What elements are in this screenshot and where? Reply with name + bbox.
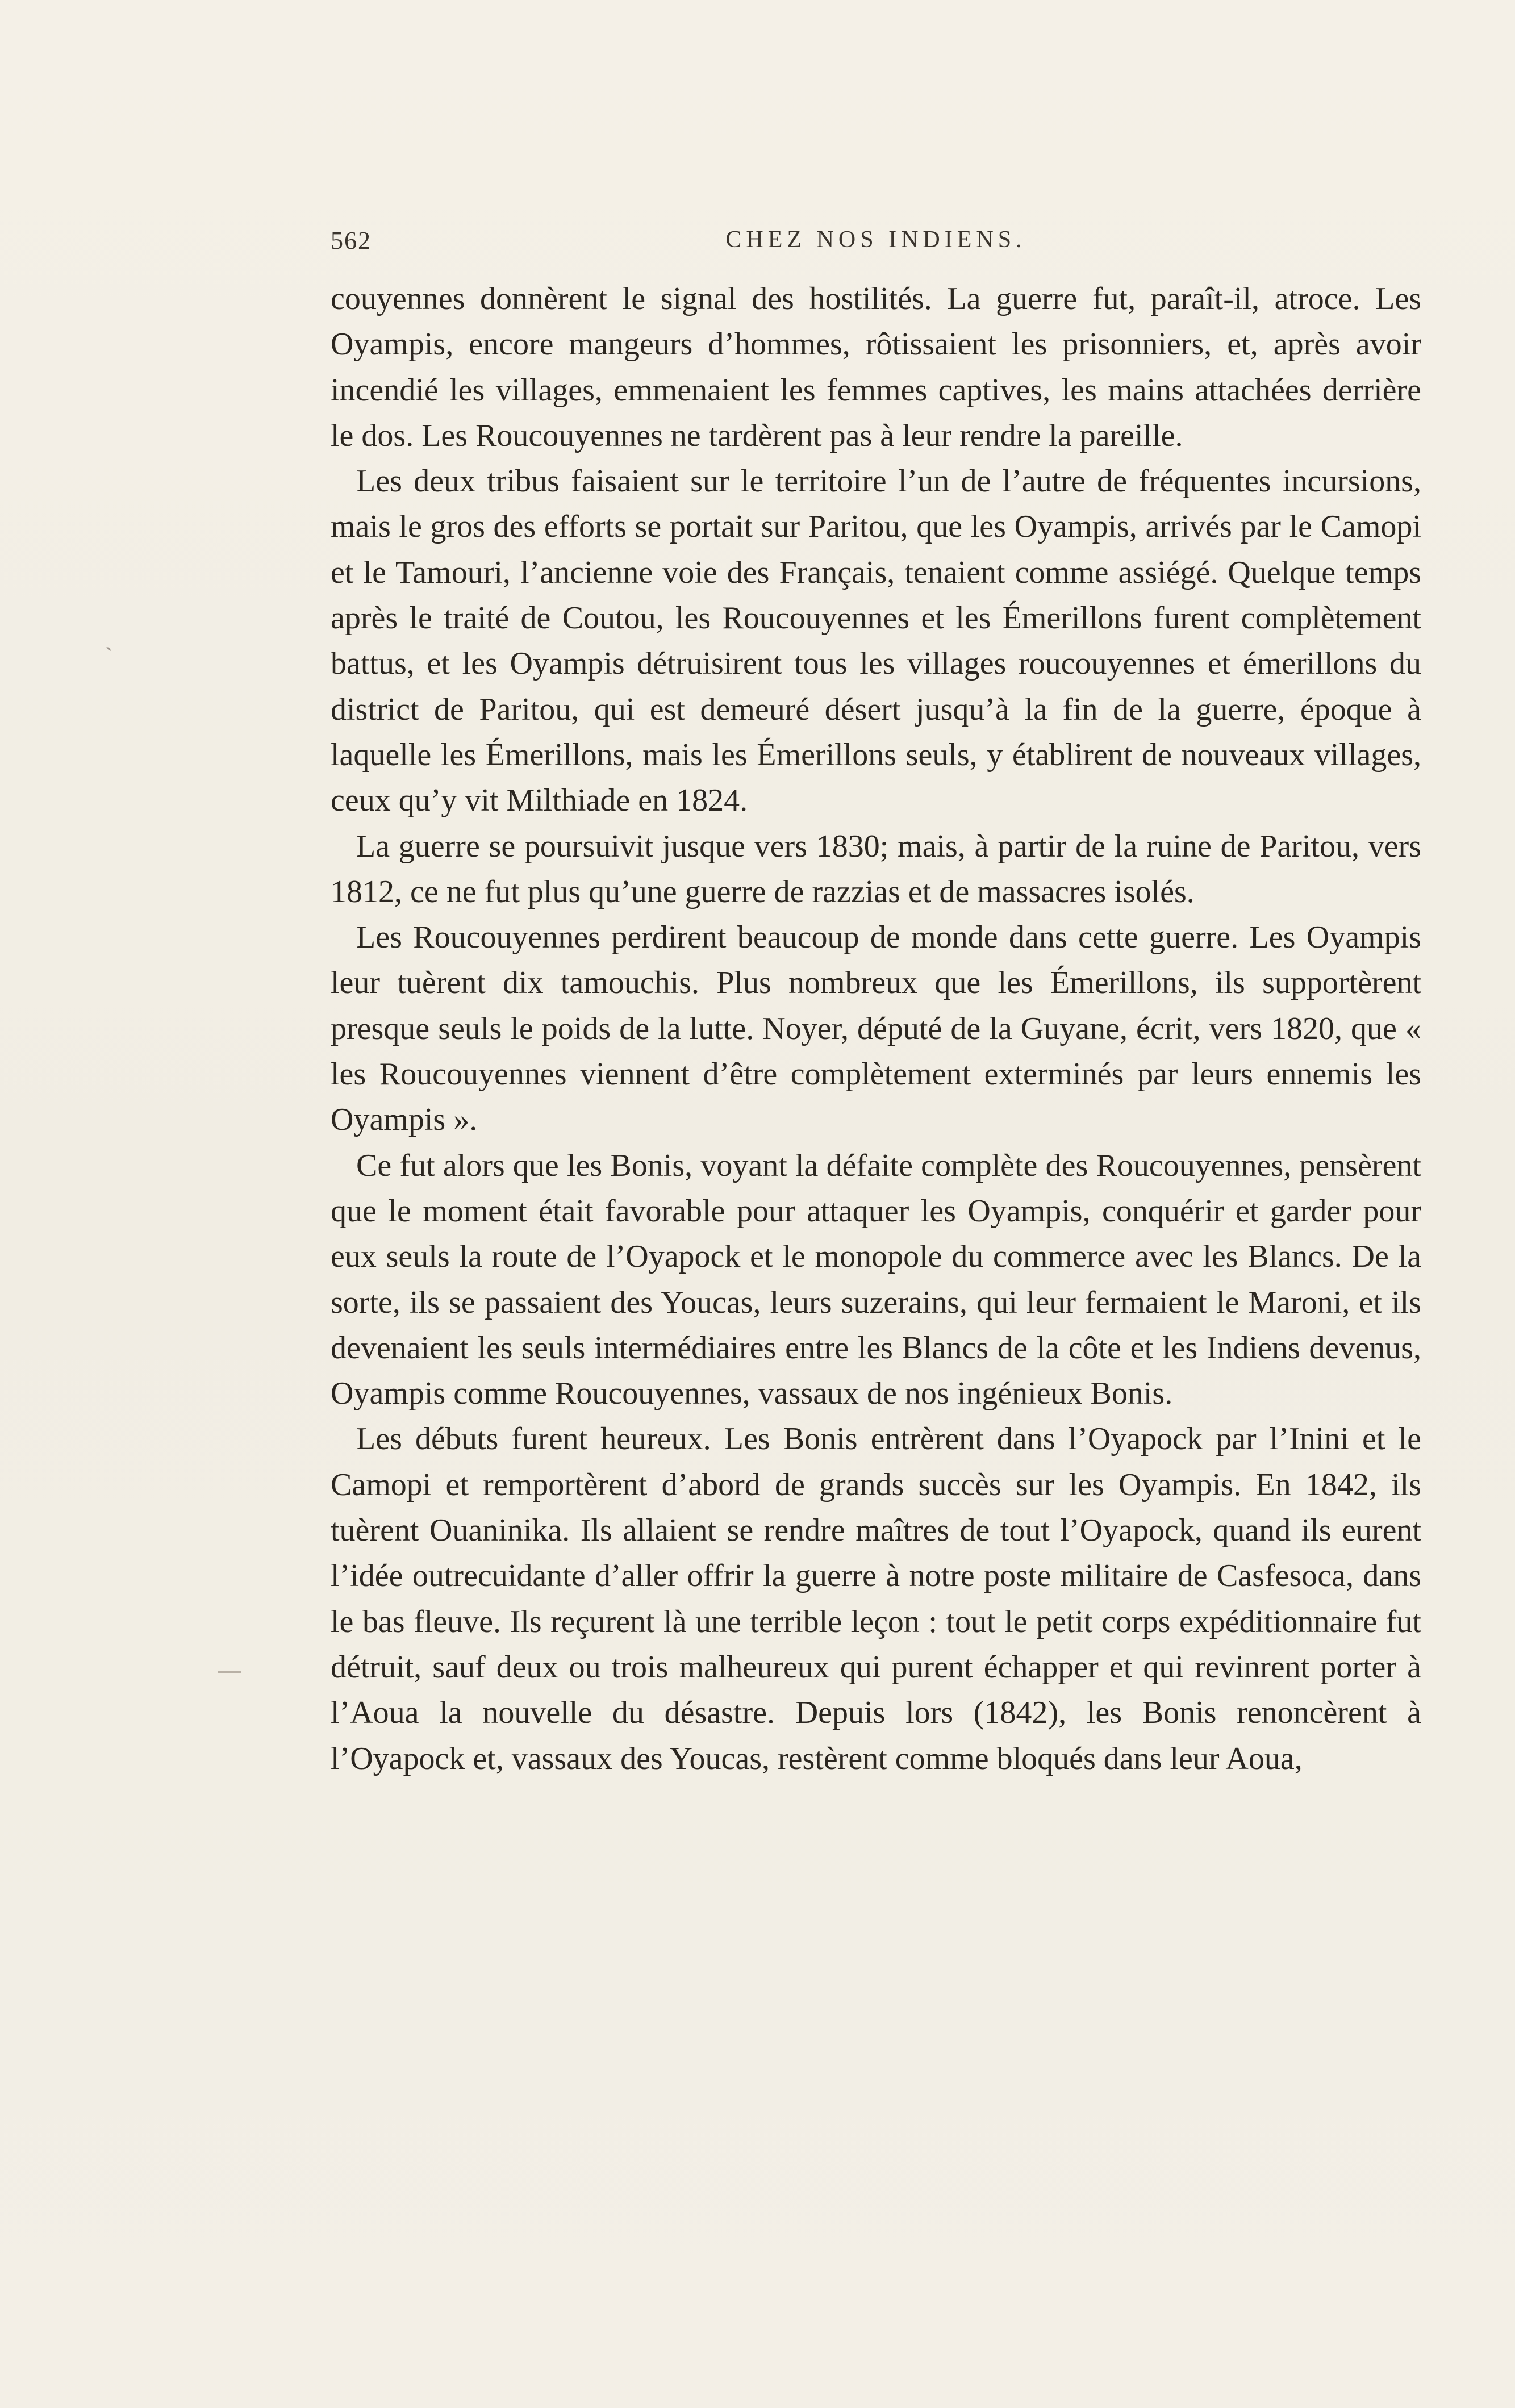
paragraph-2: Les deux tribus faisaient sur le territoire l’un de l’autre de fréquentes incursions, mais le gros des efforts se portait sur Paritou, que les Oyampis, arrivés par le Camopi et le Tamouri, l’ancienne voie des Français, tenaient comme assiégé. Quelque temps après le traité de Coutou, les Roucouyennes et les Émerillons furent complètement battus, et les Oyampis détruisirent tous les villages roucouyennes et émerillons du district de Paritou, qui est demeuré désert jusqu’à la fin de la guerre, époque à laquelle les Émerillons, mais les Émerillons seuls, y établirent de nouveaux villages, ceux qu’y vit Milthiade en 1824. xyxy=(331,464,1421,819)
margin-tick xyxy=(218,1671,241,1673)
page-number: 562 xyxy=(331,227,372,254)
paragraph-5: Ce fut alors que les Bonis, voyant la défaite complète des Roucouyennes, pensèrent que le moment était favorable pour attaquer les Oyampis, conquérir et garder pour eux seuls la route de l’Oyapock et le monopole du commerce avec les Blancs. De la sorte, ils se passaient des Youcas, leurs suzerains, qui leur fermaient le Maroni, et ils devenaient les seuls intermédiaires entre les Blancs de la côte et les Indiens devenus, Oyampis comme Roucouyennes, vassaux de nos ingénieux Bonis. xyxy=(331,1147,1421,1412)
paragraph-6: Les débuts furent heureux. Les Bonis entrèrent dans l’Oyapock par l’Inini et le Camopi et remportèrent d’abord de grands succès sur les Oyampis. En 1842, ils tuèrent Ouaninika. Ils allaient se rendre maîtres de tout l’Oyapock, quand ils eurent l’idée outrecuidante d’aller offrir la guerre à notre poste militaire de Casfesoca, dans le bas fleuve. Ils reçurent là une terrible leçon : tout le petit corps expéditionnaire fut détruit, sauf deux ou trois malheureux qui purent échapper et qui revinrent porter à l’Aoua la nouvelle du désastre. Depuis lors (1842), les Bonis renoncèrent à l’Oyapock et, vassaux des Youcas, restèrent comme bloqués dans leur Aoua, xyxy=(331,1421,1421,1776)
body-text xyxy=(331,276,1421,1781)
page-header xyxy=(331,226,1421,260)
paragraph-1: couyennes donnèrent le signal des hostilités. La guerre fut, paraît-il, atroce. Les Oyampis, encore mangeurs d’hommes, rôtissaient les prisonniers, et, après avoir incendié les villages, emmenaient les femmes captives, les mains attachées derrière le dos. Les Roucouyennes ne tardèrent pas à leur rendre la pareille. xyxy=(331,281,1421,453)
paragraph-4: Les Roucouyennes perdirent beaucoup de monde dans cette guerre. Les Oyampis leur tuèrent dix tamouchis. Plus nombreux que les Émerillons, ils supportèrent presque seuls le poids de la lutte. Noyer, député de la Guyane, écrit, vers 1820, que « les Roucouyennes viennent d’être complètement exterminés par leurs ennemis les Oyampis ». xyxy=(331,920,1421,1138)
running-head: CHEZ NOS INDIENS. xyxy=(725,227,1026,253)
paragraph-3: La guerre se poursuivit jusque vers 1830; mais, à partir de la ruine de Paritou, vers 1812, ce ne fut plus qu’une guerre de razzias et de massacres isolés. xyxy=(331,828,1421,909)
margin-speck: ˎ xyxy=(105,625,113,651)
